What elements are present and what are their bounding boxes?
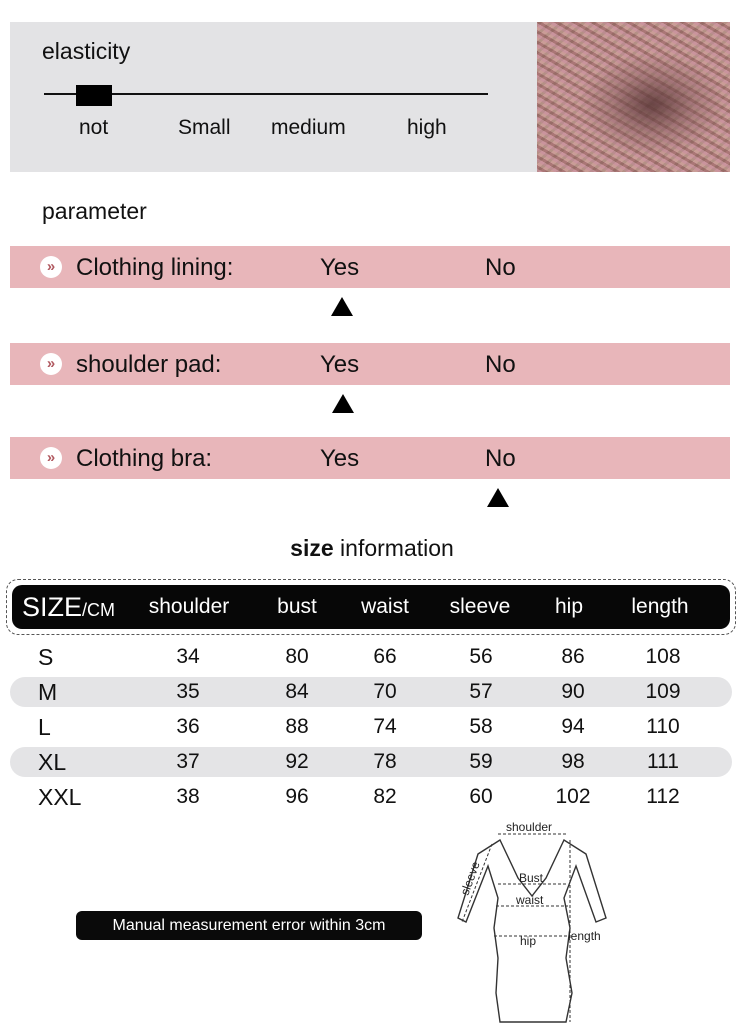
bust-cell: 96 [285,785,309,808]
shoulder-cell: 37 [176,750,200,773]
header-sleeve: sleeve [449,595,511,618]
header-unit: /CM [82,600,116,620]
waist-cell: 70 [373,680,397,703]
table-row [10,642,732,672]
param-option-no: No [485,445,516,472]
sleeve-cell: 58 [469,715,493,738]
size-cell: S [38,644,54,670]
param-row-clothing-lining [10,246,730,288]
param-option-no: No [485,351,516,378]
header-hip: hip [554,595,584,618]
param-row-clothing-bra [10,437,730,479]
header-size: SIZE [22,592,83,622]
diagram-label-sleeve: sleeve [457,859,483,898]
size-title-rest: information [333,535,454,561]
diagram-label-hip: hip [520,934,537,948]
param-label: Clothing lining: [76,254,234,281]
waist-cell: 82 [373,785,397,808]
param-option-yes: Yes [320,351,360,378]
sleeve-cell: 56 [469,645,493,668]
measurement-note: Manual measurement error within 3cm [76,911,422,940]
table-row [10,782,732,812]
selection-triangle-icon [331,297,353,316]
selection-triangle-icon [487,488,509,507]
diagram-label-length: length [568,929,601,943]
header-bust: bust [277,595,317,618]
param-row-shoulder-pad [10,343,730,385]
header-length: length [631,595,689,618]
hip-cell: 102 [555,785,591,808]
length-cell: 108 [645,645,681,668]
header-shoulder: shoulder [148,595,230,618]
table-row [10,747,732,777]
sleeve-cell: 57 [469,680,493,703]
length-cell: 112 [646,785,680,808]
elasticity-level-medium: medium [271,116,346,139]
header-waist: waist [361,595,409,618]
length-cell: 111 [647,750,679,773]
hip-cell: 86 [561,645,585,668]
elasticity-level-small: Small [178,116,231,139]
elasticity-panel [10,22,730,172]
sleeve-cell: 60 [469,785,493,808]
sleeve-cell: 59 [469,750,493,773]
hip-cell: 98 [561,750,585,773]
table-row [10,677,732,707]
size-title-bold: size [290,535,334,561]
diagram-label-bust: Bust [519,871,544,885]
length-cell: 109 [645,680,681,703]
waist-cell: 78 [373,750,397,773]
elasticity-title: elasticity [42,38,131,64]
table-row [10,712,732,742]
selection-triangle-icon [332,394,354,413]
diagram-label-waist: waist [516,893,544,907]
header-size-unit [22,585,115,629]
bust-cell: 88 [285,715,309,738]
param-option-no: No [485,254,516,281]
elasticity-level-high: high [407,116,447,139]
elasticity-level-not: not [79,116,109,139]
hip-cell: 94 [561,715,585,738]
bust-cell: 80 [285,645,309,668]
waist-cell: 74 [373,715,397,738]
shoulder-cell: 38 [176,785,200,808]
diagram-label-shoulder: shoulder [506,820,553,834]
waist-cell: 66 [373,645,397,668]
param-label: shoulder pad: [76,351,222,378]
size-table-header [12,585,730,629]
fabric-closeup-image [537,22,730,172]
size-cell: M [38,679,58,705]
size-cell: XL [38,749,67,775]
shoulder-cell: 35 [176,680,200,703]
double-chevron-right-icon: » [40,256,62,278]
bust-cell: 84 [285,680,309,703]
double-chevron-right-icon: » [40,353,62,375]
parameter-title: parameter [42,198,147,224]
size-cell: XXL [38,784,82,810]
hip-cell: 90 [561,680,585,703]
shoulder-cell: 36 [176,715,200,738]
size-cell: L [38,714,51,740]
shoulder-cell: 34 [176,645,200,668]
dress-measurement-diagram [448,818,618,1028]
size-information-title [0,535,744,562]
param-label: Clothing bra: [76,445,213,472]
double-chevron-right-icon: » [40,447,62,469]
param-option-yes: Yes [320,254,360,281]
elasticity-selected-marker [76,85,112,106]
bust-cell: 92 [285,750,309,773]
length-cell: 110 [646,715,680,738]
param-option-yes: Yes [320,445,360,472]
